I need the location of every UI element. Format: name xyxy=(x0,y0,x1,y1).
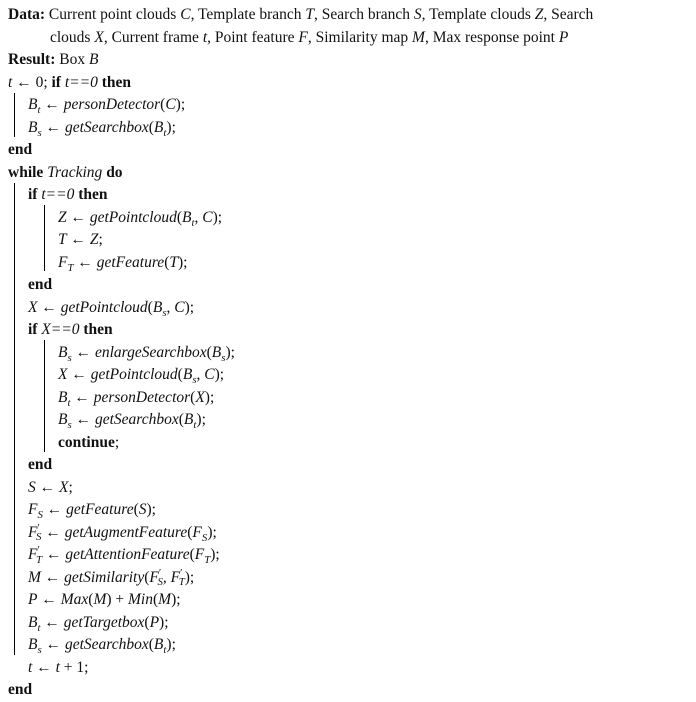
algo-line-17: continue; xyxy=(58,433,120,451)
block-rule-if-3 xyxy=(44,340,45,452)
data-line-2: clouds X, Current frame t, Point feature F, Similarity map M, Max response point P xyxy=(50,28,569,46)
algo-line-26: $B_s$ ← $getSearchbox(B_t)$; xyxy=(28,636,176,656)
algo-line-9: $F_T$ ← getFeature(T); xyxy=(58,253,188,274)
block-rule-while xyxy=(14,183,15,655)
algo-line-21: $F'_S$ ← $getAugmentFeature(F_S)$; xyxy=(28,521,217,544)
block-rule-if-1 xyxy=(14,93,15,137)
algo-line-23: M ← $getSimilarity(F'_S$, $F'_T$); xyxy=(28,566,195,589)
algorithm-data-header xyxy=(8,4,692,49)
algo-line-15: $B_t$ ← personDetector(X); xyxy=(58,388,215,409)
result-text: Box B xyxy=(59,51,99,68)
algorithm-result-header xyxy=(8,49,692,72)
algo-line-1: t ← 0; if t==0 then xyxy=(8,73,131,91)
algo-line-5: while Tracking do xyxy=(8,163,123,181)
algo-line-4: end xyxy=(8,141,33,158)
block-rule-if-2 xyxy=(44,205,45,271)
algo-line-13: $B_s$ ← $enlargeSearchbox(B_s)$; xyxy=(58,343,235,364)
algo-line-12: if X==0 then xyxy=(28,321,113,338)
algo-line-11: X ← $getPointcloud(B_s$, C); xyxy=(28,298,195,319)
algo-line-8: T ← Z; xyxy=(58,231,103,248)
algo-line-6: if t==0 then xyxy=(28,186,108,203)
algo-line-18: end xyxy=(28,456,53,473)
result-label: Result: xyxy=(8,51,56,68)
algo-line-3: $B_s$ ← $getSearchbox(B_t)$; xyxy=(28,118,176,139)
algo-line-22: $F'_T$ ← $getAttentionFeature(F_T)$; xyxy=(28,544,220,566)
algo-line-2: $B_t$ ← personDetector(C); xyxy=(28,96,186,116)
algo-line-24: P ← Max(M) + Min(M); xyxy=(28,591,181,608)
data-label: Data: xyxy=(8,6,46,23)
algo-line-28: end xyxy=(8,681,33,698)
algo-line-7: Z ← $getPointcloud(B_t$, C); xyxy=(58,208,223,229)
algo-line-10: end xyxy=(28,276,53,293)
algo-line-27: t ← t + 1; xyxy=(28,658,89,676)
algo-line-19: S ← X; xyxy=(28,478,73,496)
data-line-1: Data: Current point clouds C, Template branch T, Search branch S, Template clouds Z, Search xyxy=(8,6,594,23)
algo-line-25: $B_t$ ← getTargetbox(P); xyxy=(28,613,169,634)
algorithm-block xyxy=(8,4,692,702)
algo-line-16: $B_s$ ← $getSearchbox(B_t)$; xyxy=(58,411,206,431)
algo-line-14: X ← $getPointcloud(B_s$, C); xyxy=(58,366,225,386)
algo-line-20: $F_S$ ← getFeature(S); xyxy=(28,501,156,521)
